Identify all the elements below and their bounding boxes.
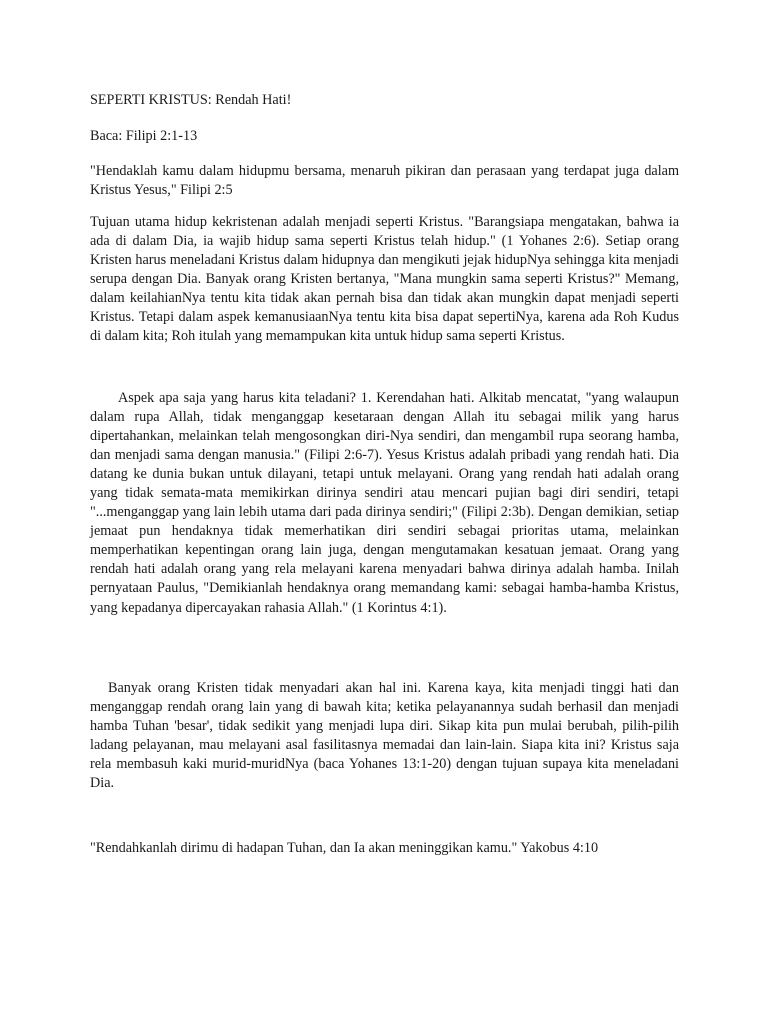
paragraph-reflection: Banyak orang Kristen tidak menyadari akan hal ini. Karena kaya, kita menjadi tinggi hati dan menganggap rendah orang lain yang di bawah kita; ketika pelayanannya sudah berhasil dan menjadi hamba Tuhan 'besar', tidak sedikit yang menjadi lupa diri. Sikap kita pun mulai berubah, pilih-pilih ladang pelayanan, mau melayani asal fasilitasnya memadai dan lain-lain. Siapa kita ini? Kristus saja rela membasuh kaki murid-muridNya (baca Yohanes 13:1-20) dengan tujuan supaya kita meneladani Dia. — [90, 680, 679, 792]
paragraph-humility: Aspek apa saja yang harus kita teladani? 1. Kerendahan hati. Alkitab mencatat, "yang walaupun dalam rupa Allah, tidak menganggap kesetaraan dengan Allah itu sebagai milik yang harus dipertahankan, melainkan telah mengosongkan diri-Nya sendiri, dan mengambil rupa seorang hamba, dan menjadi sama dengan manusia." (Filipi 2:6-7). Yesus Kristus adalah pribadi yang rendah hati. Dia datang ke dunia bukan untuk dilayani, tetapi untuk melayani. Orang yang rendah hati adalah orang yang tidak semata-mata memikirkan dirinya sendiri atau mencari pujian bagi diri sendiri, tetapi "...menganggap yang lain lebih utama dari pada dirinya sendiri;" (Filipi 2:3b). Dengan demikian, setiap jemaat pun hendaknya tidak memerhatikan diri sendiri sebagai prioritas utama, melainkan memperhatikan kepentingan orang lain juga, dengan mengutamakan kesatuan jemaat. Orang yang rendah hati adalah orang yang rela melayani karena menyadari bahwa dirinya adalah hamba. Inilah pernyataan Paulus, "Demikianlah hendaknya orang memandang kami: sebagai hamba-hamba Kristus, yang kepadanya dipercayakan rahasia Allah." (1 Korintus 4:1). — [90, 390, 679, 616]
verse-quote: "Hendaklah kamu dalam hidupmu bersama, menaruh pikiran dan perasaan yang terdapat juga dalam Kristus Yesus," Filipi 2:5 — [90, 163, 679, 199]
document-page — [90, 0, 679, 1024]
reading-reference: Baca: Filipi 2:1-13 — [90, 128, 198, 144]
document-title: SEPERTI KRISTUS: Rendah Hati! — [90, 92, 292, 108]
paragraph-purpose: Tujuan utama hidup kekristenan adalah menjadi seperti Kristus. "Barangsiapa mengatakan, bahwa ia ada di dalam Dia, ia wajib hidup sama seperti Kristus telah hidup." (1 Yohanes 2:6). Setiap orang Kristen harus meneladani Kristus dalam hidupnya dan mengikuti jejak hidupNya sehingga kita menjadi serupa dengan Dia. Banyak orang Kristen bertanya, "Mana mungkin sama seperti Kristus?" Memang, dalam keilahianNya tentu kita tidak akan pernah bisa dan tidak akan mungkin dapat menjadi seperti Kristus. Tetapi dalam aspek kemanusiaanNya tentu kita bisa dapat sepertiNya, karena ada Roh Kudus di dalam kita; Roh itulah yang memampukan kita untuk hidup sama seperti Kristus. — [90, 214, 679, 345]
closing-verse: "Rendahkanlah dirimu di hadapan Tuhan, dan Ia akan meninggikan kamu." Yakobus 4:10 — [90, 840, 599, 856]
